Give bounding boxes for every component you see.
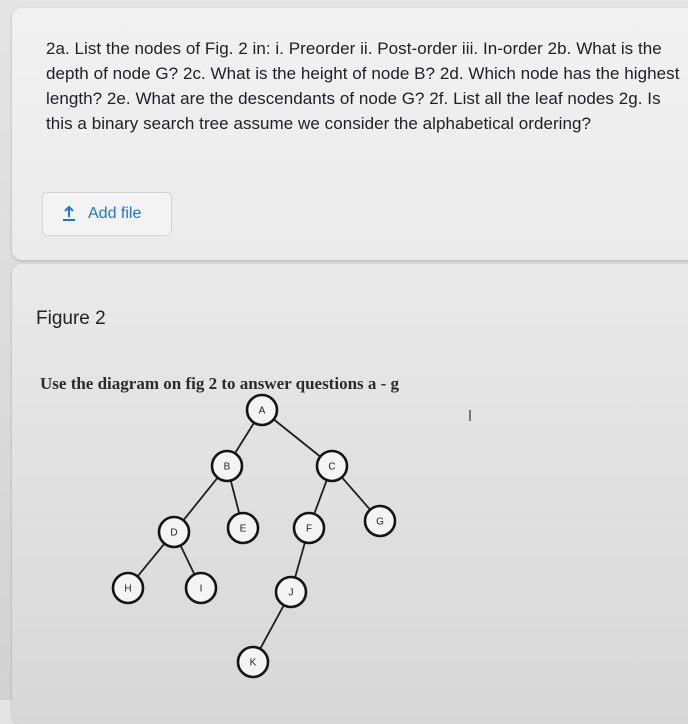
tree-node-d [159,517,189,547]
tree-node-f [294,513,324,543]
tree-node-e [228,513,258,543]
add-file-button[interactable] [42,192,172,236]
tree-edge-a-c [274,419,321,456]
tree-edge-c-f [314,480,327,514]
tree-edge-c-g [342,477,370,509]
tree-node-label: E [239,523,247,535]
figure-card [12,264,688,724]
stray-mark [469,410,471,421]
tree-node-c [317,451,347,481]
figure-image [26,368,586,698]
tree-node-j [276,577,306,607]
tree-edge-f-j [295,542,305,577]
tree-node-label: A [258,405,266,417]
tree-node-a [247,395,277,425]
tree-node-b [212,451,242,481]
question-card [12,8,688,260]
tree-edge-b-d [183,478,217,521]
upload-icon [61,205,77,223]
tree-edge-d-h [138,544,165,577]
tree-edge-b-e [231,481,240,514]
tree-edge-a-b [235,423,254,454]
tree-node-h [113,573,143,603]
tree-node-label: D [170,527,178,539]
tree-diagram [26,368,586,698]
tree-node-label: H [124,583,132,595]
tree-node-label: J [288,587,294,599]
tree-nodes [113,395,395,677]
tree-edge-d-i [181,546,195,575]
tree-node-label: F [305,523,313,535]
tree-node-label: I [199,583,203,595]
tree-node-label: G [376,516,384,528]
tree-node-g [365,506,395,536]
tree-node-i [186,573,216,603]
figure-instruction: Use the diagram on fig 2 to answer questions a - g [40,374,400,393]
tree-node-label: K [249,657,257,669]
tree-node-k [238,647,268,677]
tree-node-label: B [223,461,231,473]
question-text: 2a. List the nodes of Fig. 2 in: i. Preorder ii. Post-order iii. In-order 2b. What is the depth of node G? 2c. What is the height of node B? 2d. Which node has the highest length? 2e. What are the descendants of node G? 2f. List all the leaf nodes 2g. Is this a binary search tree assume we consider the alphabetical ordering? [46,39,680,133]
add-file-label: Add file [88,205,142,222]
tree-edge-j-k [260,605,284,649]
figure-title: Figure 2 [36,308,106,329]
tree-node-label: C [328,461,336,473]
